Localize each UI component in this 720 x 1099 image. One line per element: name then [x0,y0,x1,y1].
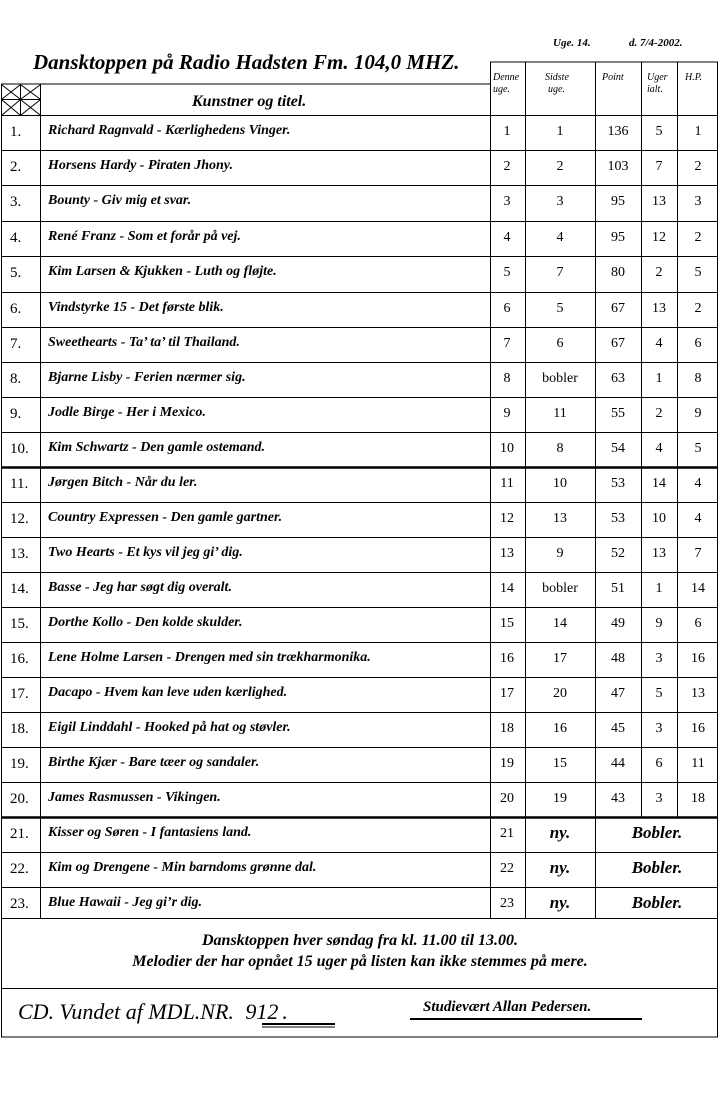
row-last-week: bobler [542,581,578,596]
row-hp: 18 [691,791,705,806]
week-label: Uge. 14. [553,37,591,49]
row-points: 49 [611,616,625,631]
row-artist-title: Country Expressen - Den gamle gartner. [48,510,283,525]
row-weeks-total: 1 [655,371,663,386]
chart-row [0,221,720,256]
row-last-week: 1 [556,124,564,139]
row-points: 67 [611,301,625,316]
row-points: 47 [611,686,625,701]
row-hp: 1 [694,124,702,139]
row-this-week: 23 [500,896,514,911]
chart-row [0,572,720,607]
row-weeks-total: 3 [655,651,663,666]
chart-row [0,502,720,537]
chart-row [0,185,720,220]
studio-host: Studievært Allan Pedersen. [423,999,592,1015]
row-artist-title: Horsens Hardy - Piraten Jhony. [48,158,233,173]
row-position: 11. [10,476,29,492]
row-hp: 2 [694,230,702,245]
row-artist-title: Blue Hawaii - Jeg gi’r dig. [48,895,202,910]
row-last-week: 9 [556,546,564,561]
row-hp: 13 [691,686,705,701]
bubble-row [0,852,720,887]
row-last-week: 15 [553,756,567,771]
chart-row [0,327,720,362]
row-last-week: 20 [553,686,567,701]
row-artist-title: René Franz - Som et forår på vej. [48,229,241,244]
row-hp: 6 [694,336,702,351]
row-position: 23. [10,896,29,912]
row-this-week: 21 [500,826,514,841]
row-this-week: 11 [500,476,514,491]
cd-winner-label: CD. Vundet af MDL.NR. [18,999,234,1024]
row-this-week: 5 [503,265,511,280]
row-hp: 14 [691,581,705,596]
chart-row [0,642,720,677]
row-weeks-total: 3 [655,721,663,736]
row-bubble-label: Bobler. [631,893,683,912]
row-this-week: 1 [503,124,511,139]
row-this-week: 6 [503,301,511,316]
footer-rule: Melodier der har opnået 15 uger på listen kan ikke stemmes på mere. [132,953,588,970]
row-this-week: 19 [500,756,514,771]
cd-winner-number: 912 [245,999,279,1024]
row-weeks-total: 12 [652,230,666,245]
row-weeks-total: 10 [652,511,666,526]
row-artist-title: Jørgen Bitch - Når du ler. [48,475,198,490]
row-points: 95 [611,194,625,209]
row-position: 21. [10,826,29,842]
row-weeks-total: 2 [655,265,663,280]
row-hp: 6 [694,616,702,631]
row-points: 52 [611,546,625,561]
row-weeks-total: 3 [655,791,663,806]
col-header-last-week: Sidste uge. [545,72,569,95]
row-last-week: 13 [553,511,567,526]
row-position: 12. [10,511,29,527]
row-new-label: ny. [549,893,571,912]
row-this-week: 12 [500,511,514,526]
row-this-week: 16 [500,651,514,666]
row-hp: 5 [694,265,702,280]
row-weeks-total: 13 [652,301,666,316]
row-hp: 9 [694,406,702,421]
row-position: 3. [10,194,22,210]
row-weeks-total: 13 [652,546,666,561]
chart-row [0,150,720,185]
row-last-week: 16 [553,721,567,736]
row-artist-title: Lene Holme Larsen - Drengen med sin trækharmonika. [48,650,371,665]
row-last-week: 14 [553,616,567,631]
row-weeks-total: 5 [655,124,663,139]
row-last-week: 5 [556,301,564,316]
row-weeks-total: 4 [655,441,663,456]
row-this-week: 14 [500,581,514,596]
col-header-points: Point [602,72,624,83]
row-artist-title: Vindstyrke 15 - Det første blik. [48,300,224,315]
row-points: 45 [611,721,625,736]
col-header-weeks-total: Uger ialt. [647,72,668,95]
row-last-week: 3 [556,194,564,209]
row-this-week: 10 [500,441,514,456]
row-artist-title: Eigil Linddahl - Hooked på hat og støvler. [48,720,291,735]
row-artist-title: Kim Larsen & Kjukken - Luth og fløjte. [48,264,277,279]
row-artist-title: Sweethearts - Ta’ ta’ til Thailand. [48,335,240,350]
row-points: 44 [611,756,625,771]
chart-row [0,362,720,397]
row-new-label: ny. [549,858,571,877]
row-this-week: 8 [503,371,511,386]
chart-row [0,397,720,432]
row-artist-title: Basse - Jeg har søgt dig overalt. [48,580,232,595]
row-position: 4. [10,230,22,246]
footer-schedule: Dansktoppen hver søndag fra kl. 11.00 til 13.00. [201,932,519,949]
row-weeks-total: 9 [655,616,663,631]
row-position: 22. [10,861,29,877]
row-artist-title: Kim Schwartz - Den gamle ostemand. [48,440,266,455]
row-this-week: 17 [500,686,514,701]
row-hp: 7 [694,546,702,561]
row-points: 48 [611,651,625,666]
row-points: 53 [611,476,625,491]
row-position: 17. [10,686,29,702]
row-new-label: ny. [549,823,571,842]
row-hp: 2 [694,159,702,174]
chart-row [0,292,720,327]
row-hp: 4 [694,511,702,526]
chart-row [0,607,720,642]
chart-row [0,782,720,817]
row-points: 53 [611,511,625,526]
row-hp: 11 [691,756,705,771]
row-artist-title: Birthe Kjær - Bare tæer og sandaler. [48,755,260,770]
row-last-week: bobler [542,371,578,386]
row-points: 80 [611,265,625,280]
row-artist-title: Jodle Birge - Her i Mexico. [48,405,206,420]
chart-row [0,467,720,502]
chart-row [0,747,720,782]
chart-row [0,115,720,150]
row-position: 8. [10,371,22,387]
row-artist-title: Richard Ragnvald - Kærlighedens Vinger. [48,123,291,138]
row-artist-title: Dacapo - Hvem kan leve uden kærlighed. [48,685,288,700]
page-title: Dansktoppen på Radio Hadsten Fm. 104,0 MHZ. [33,50,460,74]
row-this-week: 20 [500,791,514,806]
bubble-row [0,887,720,922]
row-position: 15. [10,616,29,632]
row-points: 55 [611,406,625,421]
row-weeks-total: 13 [652,194,666,209]
row-this-week: 22 [500,861,514,876]
row-points: 103 [607,159,629,174]
row-hp: 3 [694,194,702,209]
chart-row [0,256,720,291]
chart-row [0,677,720,712]
row-artist-title: Bjarne Lisby - Ferien nærmer sig. [48,370,246,385]
row-this-week: 15 [500,616,514,631]
row-position: 2. [10,159,22,175]
col-header-this-week: Denne uge. [493,72,520,95]
footer-info [0,930,720,972]
row-artist-title: Kisser og Søren - I fantasiens land. [48,825,252,840]
chart-row [0,537,720,572]
row-last-week: 8 [556,441,564,456]
row-last-week: 7 [556,265,564,280]
row-weeks-total: 4 [655,336,663,351]
artist-title-header: Kunstner og titel. [192,93,307,110]
row-points: 67 [611,336,625,351]
chart-row [0,432,720,467]
row-bubble-label: Bobler. [631,823,683,842]
row-points: 54 [611,441,625,456]
row-artist-title: Two Hearts - Et kys vil jeg gi’ dig. [48,545,243,560]
row-position: 6. [10,301,22,317]
row-last-week: 11 [553,406,567,421]
row-position: 18. [10,721,29,737]
row-position: 9. [10,406,22,422]
row-points: 43 [611,791,625,806]
row-this-week: 3 [503,194,511,209]
row-artist-title: Bounty - Giv mig et svar. [48,193,192,208]
row-position: 20. [10,791,29,807]
col-header-hp: H.P. [685,72,703,83]
chart-row [0,712,720,747]
row-last-week: 4 [556,230,564,245]
row-hp: 16 [691,721,705,736]
row-artist-title: Dorthe Kollo - Den kolde skulder. [48,615,243,630]
row-last-week: 19 [553,791,567,806]
row-weeks-total: 2 [655,406,663,421]
row-position: 13. [10,546,29,562]
row-this-week: 9 [503,406,511,421]
row-position: 5. [10,265,22,281]
row-artist-title: Kim og Drengene - Min barndoms grønne dal. [48,860,317,875]
row-weeks-total: 14 [652,476,666,491]
row-position: 7. [10,336,22,352]
row-hp: 4 [694,476,702,491]
bubble-row [0,817,720,852]
row-hp: 16 [691,651,705,666]
row-position: 1. [10,124,22,140]
row-this-week: 13 [500,546,514,561]
row-last-week: 10 [553,476,567,491]
row-hp: 2 [694,301,702,316]
row-weeks-total: 7 [655,159,663,174]
row-position: 19. [10,756,29,772]
row-last-week: 2 [556,159,564,174]
cd-winner [18,999,288,1025]
row-points: 63 [611,371,625,386]
row-weeks-total: 1 [655,581,663,596]
row-hp: 5 [694,441,702,456]
row-this-week: 2 [503,159,511,174]
row-position: 10. [10,441,29,457]
row-this-week: 18 [500,721,514,736]
row-bubble-label: Bobler. [631,858,683,877]
row-hp: 8 [694,371,702,386]
row-this-week: 4 [503,230,511,245]
row-points: 95 [611,230,625,245]
row-last-week: 6 [556,336,564,351]
row-points: 136 [607,124,629,139]
row-position: 14. [10,581,29,597]
row-weeks-total: 6 [655,756,663,771]
row-position: 16. [10,651,29,667]
row-this-week: 7 [503,336,511,351]
row-artist-title: James Rasmussen - Vikingen. [48,790,221,805]
row-last-week: 17 [553,651,567,666]
date-label: d. 7/4-2002. [629,37,683,49]
row-weeks-total: 5 [655,686,663,701]
row-points: 51 [611,581,625,596]
cd-winner-suffix: . [282,999,288,1024]
